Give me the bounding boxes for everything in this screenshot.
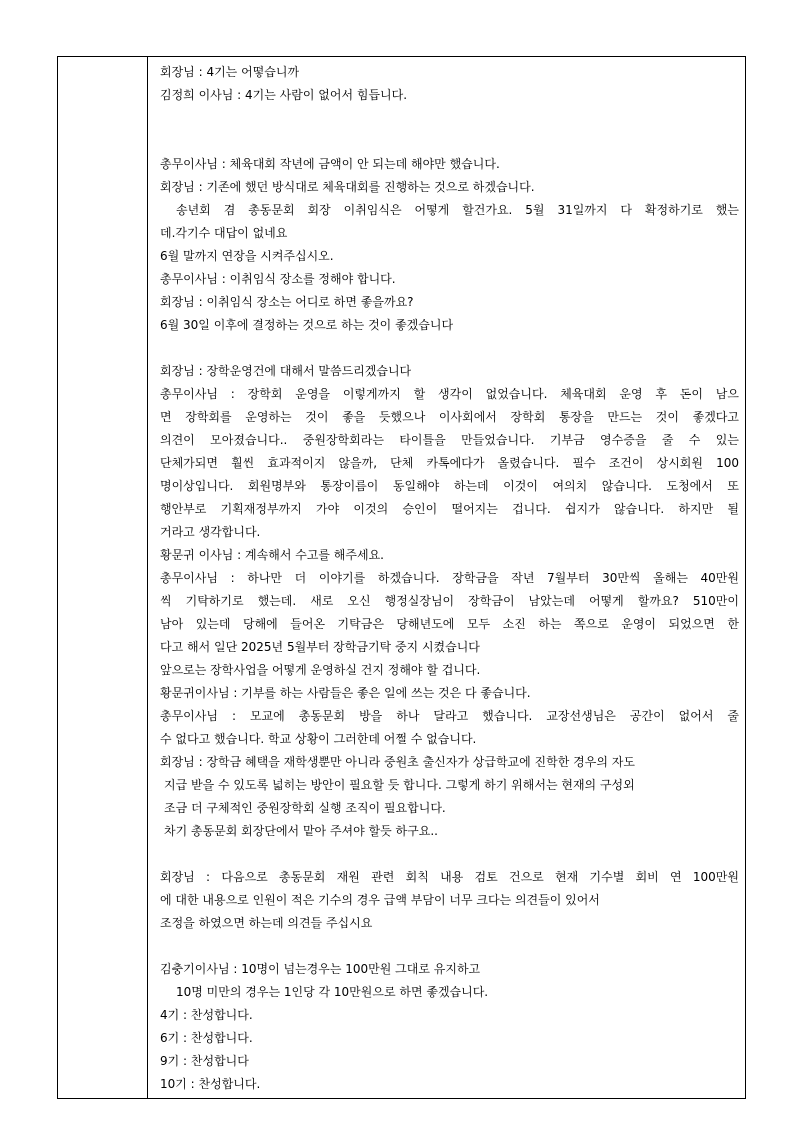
- column-divider: [147, 57, 148, 1098]
- minutes-line: 다고 해서 일단 2025년 5월부터 장학금기탁 중지 시켰습니다: [160, 640, 480, 654]
- minutes-line: 9기 : 찬성합니다: [160, 1054, 249, 1068]
- minutes-line: 김충기이사님 : 10명이 넘는경우는 100만원 그대로 유지하고: [160, 962, 481, 976]
- minutes-line: 단체가되면 훨씬 효과적이지 않을까, 단체 카톡에다가 올렸습니다. 필수 조건이 상시회원 100: [160, 456, 739, 470]
- minutes-line: 6월 30일 이후에 결정하는 것으로 하는 것이 좋겠습니다: [160, 318, 454, 332]
- minutes-line: 조정을 하였으면 하는데 의견들 주십시요: [160, 916, 373, 930]
- minutes-table: [57, 56, 746, 1099]
- minutes-line: 총무이사님 : 하나만 더 이야기를 하겠습니다. 장학금을 작년 7월부터 30만씩 올해는 40만원: [160, 571, 739, 585]
- minutes-line: 6기 : 찬성합니다.: [160, 1031, 253, 1045]
- minutes-line: 명이상입니다. 회원명부와 통장이름이 동일해야 하는데 이것이 여의치 않습니다. 도청에서 또: [160, 479, 739, 493]
- minutes-line: 수 없다고 했습니다. 학교 상황이 그러한데 어쩔 수 없습니다.: [160, 732, 477, 746]
- minutes-line: 10기 : 찬성합니다.: [160, 1077, 261, 1091]
- minutes-line: 총무이사님 : 이취임식 장소를 정해야 합니다.: [160, 272, 396, 286]
- blank-line: [160, 337, 739, 360]
- minutes-line: 총무이사님 : 체육대회 작년에 금액이 안 되는데 해야만 했습니다.: [160, 157, 500, 171]
- minutes-line: 면 장학회를 운영하는 것이 좋을 듯했으나 이사회에서 장학회 통장을 만드는 것이 좋겠다고: [160, 410, 739, 424]
- minutes-line: 의견이 모아졌습니다.. 중원장학회라는 타이틀을 만들었습니다. 기부금 영수증을 줄 수 있는: [160, 433, 739, 447]
- minutes-line: 씩 기탁하기로 했는데. 새로 오신 행정실장님이 장학금이 남았는데 어떻게 할까요? 510만이: [160, 594, 739, 608]
- minutes-line: 데.각기수 대답이 없네요: [160, 226, 288, 240]
- minutes-line: 황문귀이사님 : 기부를 하는 사람들은 좋은 일에 쓰는 것은 다 좋습니다.: [160, 686, 531, 700]
- minutes-content: [160, 61, 739, 1096]
- minutes-line: 김정희 이사님 : 4기는 사람이 없어서 힘듭니다.: [160, 88, 408, 102]
- minutes-line: 조금 더 구체적인 중원장학회 실행 조직이 필요합니다.: [164, 801, 446, 815]
- minutes-line: 총무이사님 : 장학회 운영을 이렇게까지 할 생각이 없었습니다. 체육대회 운영 후 돈이 남으: [160, 387, 739, 401]
- minutes-line: 회장님 : 다음으로 총동문회 재원 관련 회칙 내용 검토 건으로 현재 기수별 회비 연 100만원: [160, 870, 739, 884]
- minutes-line: 지급 받을 수 있도록 넓히는 방안이 필요할 듯 합니다. 그렇게 하기 위해서는 현재의 구성외: [164, 778, 635, 792]
- blank-line: [160, 843, 739, 866]
- minutes-line: 행안부로 기획재정부까지 가야 이것의 승인이 떨어지는 겁니다. 쉽지가 않습니다. 하지만 될: [160, 502, 739, 516]
- minutes-line: 남아 있는데 당해에 들어온 기탁금은 당해년도에 모두 소진 하는 쪽으로 운영이 되었으면 한: [160, 617, 739, 631]
- minutes-line: 10명 미만의 경우는 1인당 각 10만원으로 하면 좋겠습니다.: [176, 985, 489, 999]
- minutes-line: 회장님 : 이취임식 장소는 어디로 하면 좋을까요?: [160, 295, 414, 309]
- empty-label-cell: [58, 57, 147, 1098]
- minutes-line: 총무이사님 : 모교에 총동문회 방을 하나 달라고 했습니다. 교장선생님은 공간이 없어서 줄: [160, 709, 739, 723]
- minutes-line: 회장님 : 기존에 했던 방식대로 체육대회를 진행하는 것으로 하겠습니다.: [160, 180, 535, 194]
- minutes-line: 회장님 : 장학금 혜택을 재학생뿐만 아니라 중원초 출신자가 상급학교에 진학한 경우의 자도: [160, 755, 635, 769]
- minutes-line: 회장님 : 4기는 어떻습니까: [160, 65, 300, 79]
- blank-line: [160, 107, 739, 130]
- minutes-line: 차기 총동문회 회장단에서 맡아 주셔야 할듯 하구요..: [164, 824, 438, 838]
- minutes-line: 4기 : 찬성합니다.: [160, 1008, 253, 1022]
- minutes-line: 6월 말까지 연장을 시켜주십시오.: [160, 249, 334, 263]
- blank-line: [160, 935, 739, 958]
- blank-line: [160, 130, 739, 153]
- minutes-line: 앞으로는 장학사업을 어떻게 운영하실 건지 정해야 할 겁니다.: [160, 663, 481, 677]
- minutes-line: 거라고 생각합니다.: [160, 525, 261, 539]
- minutes-line: 회장님 : 장학운영건에 대해서 말씀드리겠습니다: [160, 364, 412, 378]
- minutes-line: 송년회 겸 총동문회 회장 이취임식은 어떻게 할건가요. 5월 31일까지 다 확정하기로 했는: [176, 203, 739, 217]
- minutes-line: 황문귀 이사님 : 계속해서 수고를 해주세요.: [160, 548, 384, 562]
- minutes-line: 에 대한 내용으로 인원이 적은 기수의 경우 급액 부담이 너무 크다는 의견들이 있어서: [160, 893, 600, 907]
